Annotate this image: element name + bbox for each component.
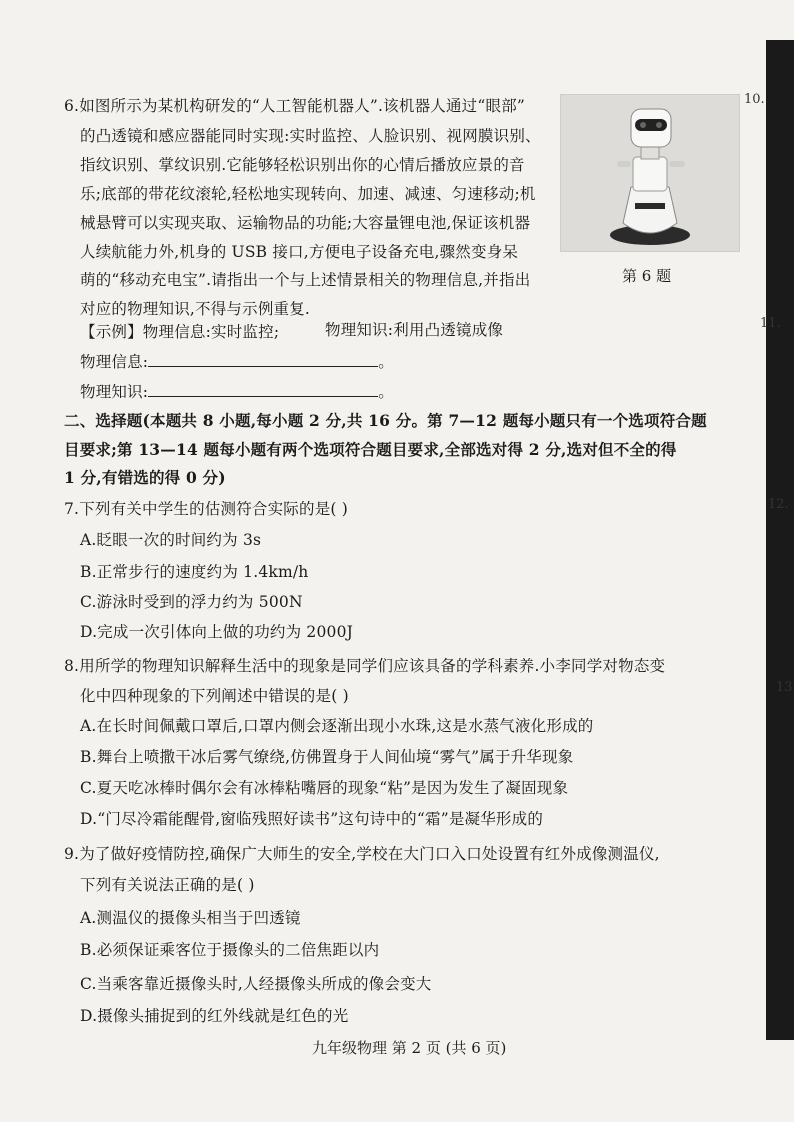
section2-line-1: 二、选择题(本题共 8 小题,每小题 2 分,共 16 分。第 7—12 题每小题只有一个选项符合题: [64, 411, 707, 430]
q8-stem-line-1: 8.用所学的物理知识解释生活中的现象是同学们应该具备的学科素养.小李同学对物态变: [64, 657, 666, 675]
q6-line-1: 6.如图所示为某机构研发的“人工智能机器人”.该机器人通过“眼部”: [64, 97, 526, 115]
q8-option-c: C.夏天吃冰棒时偶尔会有冰棒粘嘴唇的现象“粘”是因为发生了凝固现象: [80, 779, 569, 797]
knowledge-label: 物理知识:: [80, 383, 149, 401]
q7-option-c: C.游泳时受到的浮力约为 500N: [80, 593, 303, 611]
knowledge-blank-end: 。: [378, 383, 394, 401]
q7-option-d: D.完成一次引体向上做的功约为 2000J: [80, 623, 354, 641]
info-label: 物理信息:: [80, 353, 149, 371]
q9-stem-line-1: 9.为了做好疫情防控,确保广大师生的安全,学校在大门口入口处设置有红外成像测温仪,: [64, 845, 660, 863]
page-footer: 九年级物理 第 2 页 (共 6 页): [312, 1039, 507, 1057]
q8-option-b: B.舞台上喷撒干冰后雾气缭绕,仿佛置身于人间仙境“雾气”属于升华现象: [80, 748, 574, 766]
section2-line-2: 目要求;第 13—14 题每小题有两个选项符合题目要求,全部选对得 2 分,选对但不全的得: [64, 440, 677, 459]
figure-caption: 第 6 题: [622, 267, 672, 285]
edge-number-11: 11.: [760, 316, 781, 331]
q9-option-d: D.摄像头捕捉到的红外线就是红色的光: [80, 1007, 349, 1025]
q9-option-a: A.测温仪的摄像头相当于凹透镜: [80, 909, 301, 927]
q7-option-a: A.眨眼一次的时间约为 3s: [80, 531, 262, 549]
q7-option-b: B.正常步行的速度约为 1.4km/h: [80, 563, 309, 581]
q8-option-d: D.“门尽冷霜能醒骨,窗临残照好读书”这句诗中的“霜”是凝华形成的: [80, 810, 544, 828]
q9-option-c: C.当乘客靠近摄像头时,人经摄像头所成的像会变大: [80, 975, 432, 993]
q6-line-5: 械悬臂可以实现夹取、运输物品的功能;大容量锂电池,保证该机器: [80, 214, 531, 232]
q6-line-6: 人续航能力外,机身的 USB 接口,方便电子设备充电,骤然变身呆: [80, 243, 519, 261]
info-blank-end: 。: [378, 353, 394, 371]
info-blank[interactable]: [148, 352, 378, 367]
q6-line-4: 乐;底部的带花纹滚轮,轻松地实现转向、加速、减速、匀速移动;机: [80, 185, 536, 203]
q6-line-3: 指纹识别、掌纹识别.它能够轻松识别出你的心情后播放应景的音: [80, 156, 525, 174]
q6-line-8: 对应的物理知识,不得与示例重复.: [80, 300, 311, 318]
q6-line-2: 的凸透镜和感应器能同时实现:实时监控、人脸识别、视网膜识别、: [80, 127, 541, 145]
example-knowledge: 物理知识:利用凸透镜成像: [325, 321, 504, 339]
edge-number-12: 12.: [768, 497, 789, 512]
knowledge-blank[interactable]: [148, 382, 378, 397]
info-answer-row: [80, 350, 394, 372]
page-edge-shadow: [766, 40, 794, 1040]
section2-line-3: 1 分,有错选的得 0 分): [64, 468, 226, 487]
knowledge-answer-row: [80, 380, 394, 402]
edge-number-13: 13: [776, 680, 793, 695]
q8-stem-line-2: 化中四种现象的下列阐述中错误的是( ): [80, 687, 349, 705]
q6-line-7: 萌的“移动充电宝”.请指出一个与上述情景相关的物理信息,并指出: [80, 271, 531, 289]
example-label: 【示例】物理信息:实时监控;: [80, 323, 280, 341]
q7-stem: 7.下列有关中学生的估测符合实际的是( ): [64, 500, 349, 518]
robot-photo: [560, 94, 740, 252]
q8-option-a: A.在长时间佩戴口罩后,口罩内侧会逐渐出现小水珠,这是水蒸气液化形成的: [80, 717, 594, 735]
q9-option-b: B.必须保证乘客位于摄像头的二倍焦距以内: [80, 941, 380, 959]
q9-stem-line-2: 下列有关说法正确的是( ): [80, 876, 255, 894]
edge-number-10: 10.: [744, 92, 765, 107]
